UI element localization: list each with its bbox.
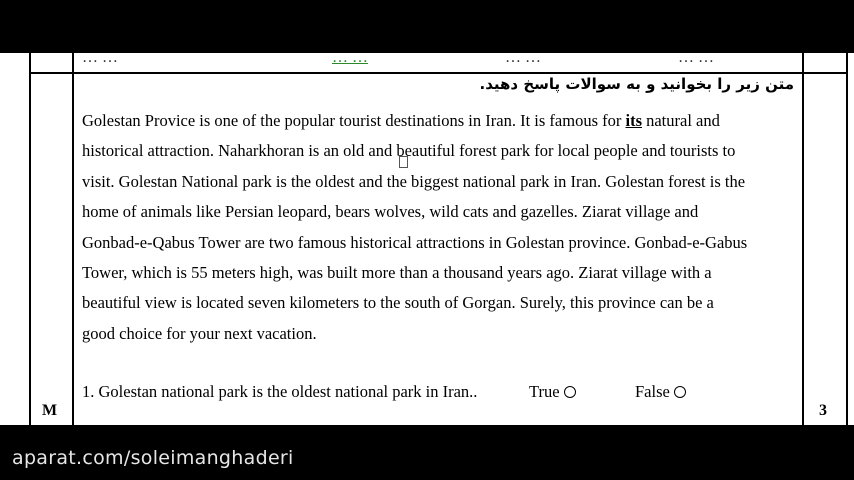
header-fragment: … …	[505, 53, 541, 66]
header-fragment: … …	[678, 53, 714, 66]
false-option[interactable]	[635, 382, 686, 402]
passage-line: visit. Golestan National park is the oldest and the biggest national park in Iran. Golestan forest is the	[82, 171, 746, 191]
true-label: True	[529, 382, 560, 401]
row-label-left: M	[42, 402, 58, 419]
emphasized-word: its	[625, 111, 642, 130]
passage-line: Gonbad-e-Qabus Tower are two famous historical attractions in Golestan province. Gonbad-e-Gabus	[82, 232, 748, 252]
header-fragment: … …	[332, 53, 368, 66]
passage-line: Tower, which is 55 meters high, was built more than a thousand years ago. Ziarat village with a	[82, 263, 712, 283]
passage-line: Golestan Provice is one of the popular tourist destinations in Iran. It is famous for its natural and	[82, 111, 720, 130]
true-radio-icon[interactable]	[564, 386, 576, 398]
worksheet-page	[0, 53, 854, 425]
watermark-text: aparat.com/soleimanghaderi	[12, 447, 294, 469]
passage-line: beautiful view is located seven kilometers to the south of Gorgan. Surely, this province can be a	[82, 293, 714, 313]
table-border-right	[846, 53, 848, 425]
text-cursor-icon	[399, 156, 408, 168]
passage-line: good choice for your next vacation.	[82, 323, 317, 343]
score-label: 3	[819, 402, 827, 419]
instruction-text: متن زیر را بخوانید و به سوالات پاسخ دهید.	[479, 75, 794, 93]
passage-line: historical attraction. Naharkhoran is an old and beautiful forest park for local people and tourists to	[82, 141, 736, 161]
false-label: False	[635, 382, 670, 401]
passage-line: home of animals like Persian leopard, bears wolves, wild cats and gazelles. Ziarat village and	[82, 202, 699, 222]
table-border-inner-right	[802, 53, 804, 425]
header-fragment: … …	[82, 53, 118, 66]
false-radio-icon[interactable]	[674, 386, 686, 398]
true-option[interactable]	[529, 382, 576, 402]
table-border-inner-left	[72, 53, 74, 425]
reading-passage	[82, 106, 798, 349]
table-row-divider	[29, 72, 848, 74]
question-text: 1. Golestan national park is the oldest national park in Iran..	[82, 382, 478, 401]
table-border-left	[29, 53, 31, 425]
